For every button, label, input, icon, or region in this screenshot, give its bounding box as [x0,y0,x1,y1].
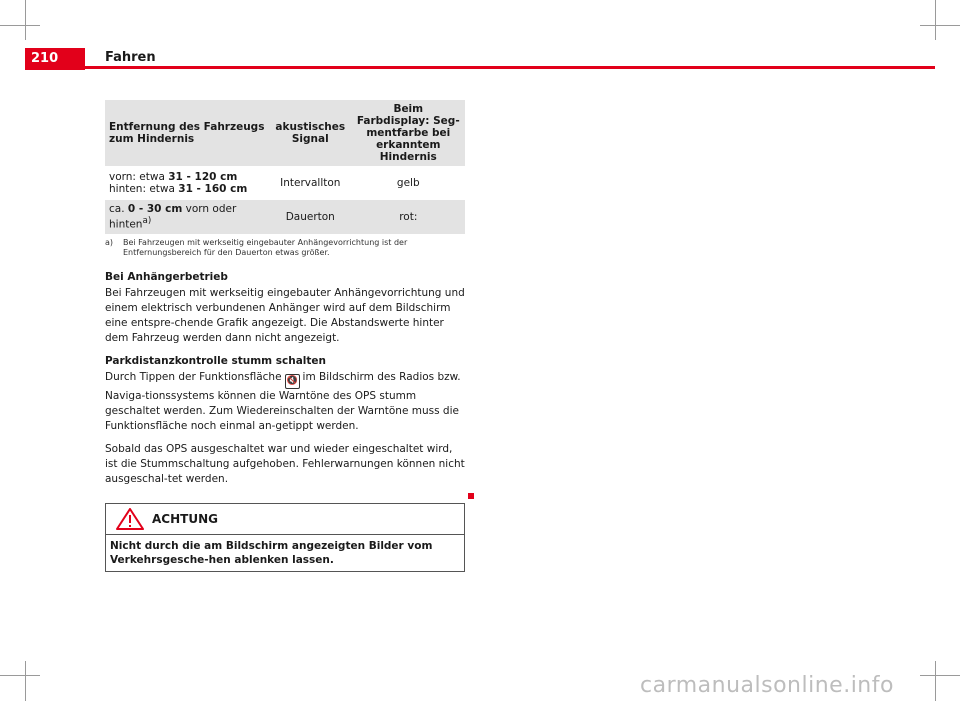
table-cell-distance [105,166,269,200]
rear-value: 31 - 160 cm [178,183,248,195]
distance-prefix: ca. [109,203,128,215]
table-cell-distance [105,200,269,234]
footnote-ref[interactable]: a) [142,216,152,226]
table-row [105,166,465,200]
table-cell-color: rot: [352,200,465,234]
table-header-color: Beim Farbdisplay: Seg-mentfarbe bei erkanntem Hindernis [352,100,465,166]
warning-box [105,503,465,572]
crop-mark [935,0,936,40]
table-row [105,200,465,234]
mute-text-before: Durch Tippen der Funktionsfläche [105,370,282,383]
crop-mark [0,25,40,26]
footnote [105,238,465,258]
table-cell-signal: Dauerton [269,200,352,234]
mute-text-after: im Bildschirm des Radios bzw. Naviga-tionssystems können die Warntöne des OPS stumm geschaltet werden. Zum Wiedereinschalten der Warntöne muss die Funktionsfläche noch einmal an-getippt werden. [105,370,461,432]
footnote-mark: a) [105,237,114,247]
footnote-text: Bei Fahrzeugen mit werkseitig eingebauter Anhängevorrichtung ist der Entfernungsbereich für den Dauerton etwas größer. [123,237,408,257]
crop-mark [920,25,960,26]
distance-suffix: vorn oder hinten [109,203,237,231]
table-cell-color: gelb [352,166,465,200]
header-rule [85,66,935,69]
rear-prefix: hinten: etwa [109,183,179,195]
mute-heading: Parkdistanzkontrolle stumm schalten [105,354,327,367]
crop-mark [25,661,26,701]
section-end-marker [468,493,474,499]
table-header-signal: akustisches Signal [269,100,352,166]
warning-text: Nicht durch die am Bildschirm angezeigten Bilder vom Verkehrsgesche-hen ablenken lassen. [110,539,433,566]
crop-mark [935,661,936,701]
distance-table [105,100,465,234]
warning-title: ACHTUNG [152,511,218,526]
watermark: carmanualsonline.info [640,673,894,698]
crop-mark [25,0,26,40]
trailer-heading: Bei Anhängerbetrieb [105,270,228,283]
distance-value: 0 - 30 cm [127,203,183,215]
page-number: 210 [25,48,85,70]
warning-triangle-icon [116,508,144,530]
mute-paragraph-2: Sobald das OPS ausgeschaltet war und wieder eingeschaltet wird, ist die Stummschaltung aufgehoben. Fehlerwarnungen können nicht ausgeschal-tet werden. [105,442,465,485]
crop-mark [920,675,960,676]
table-header-distance: Entfernung des Fahrzeugs zum Hindernis [105,100,269,166]
mute-paragraph [105,370,465,434]
front-prefix: vorn: etwa [109,171,169,183]
table-header-row [105,100,465,166]
mute-icon: 🔇 [285,374,300,389]
crop-mark [0,675,40,676]
table-cell-signal: Intervallton [269,166,352,200]
front-value: 31 - 120 cm [168,171,238,183]
content-column [105,100,465,572]
warning-header [106,504,464,535]
section-title: Fahren [105,50,156,65]
trailer-paragraph: Bei Fahrzeugen mit werkseitig eingebauter Anhängevorrichtung und einem elektrisch verbundenen Anhänger wird auf dem Bildschirm eine entspre-chende Grafik angezeigt. Die Abstandswerte hinter dem Fahrzeug werden dann nicht angezeigt. [105,286,465,344]
